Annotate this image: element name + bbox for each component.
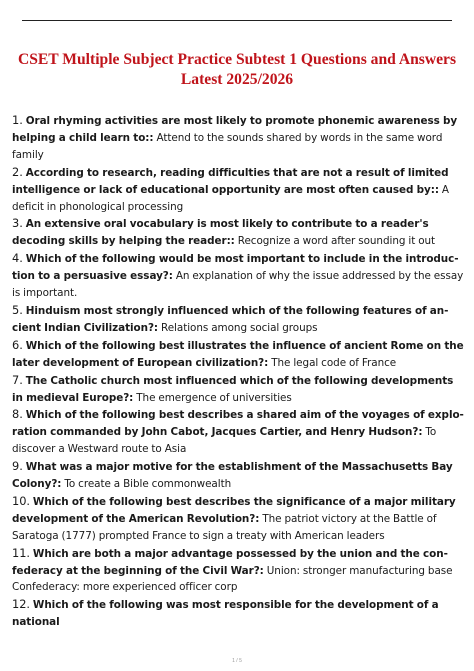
question-item <box>12 337 466 372</box>
answer-text: To discover a Westward route to Asia <box>12 426 437 456</box>
question-text: An extensive oral vocabulary is most likely to contribute to a reader's decoding skills by helping the reader:: <box>12 218 429 248</box>
answer-text: Attend to the sounds shared by words in the same word family <box>12 131 443 161</box>
question-text: According to research, reading difficulties that are not a result of limited intelligence or lack of educational opportunity are most often caused by:: <box>12 166 449 196</box>
title-line-2: Latest 2025/2026 <box>180 71 294 88</box>
top-rule <box>22 20 452 21</box>
question-item <box>12 372 466 407</box>
answer-text: The emergence of universities <box>136 391 292 404</box>
answer-text: Union: stronger manufacturing base Confederacy: more experienced officer corp <box>12 564 453 594</box>
question-number: 11. <box>12 545 30 560</box>
answer-text: To create a Bible commonwealth <box>64 478 232 491</box>
question-number: 6. <box>12 337 23 352</box>
question-text: Which of the following best describes a shared aim of the voyages of explo- ration commanded by John Cabot, Jacques Cartier, and Henry Hudson?: <box>12 409 464 439</box>
document-title <box>10 50 464 90</box>
page-indicator: 1 / 5 <box>232 658 242 664</box>
question-item <box>12 493 466 545</box>
answer-text: Recognize a word after sounding it out <box>237 235 436 248</box>
question-text: The Catholic church most influenced which of the following developments in medieval Europe?: <box>12 374 454 404</box>
question-item <box>12 596 466 631</box>
question-number: 8. <box>12 407 23 422</box>
question-number: 7. <box>12 372 23 387</box>
answer-text: The legal code of France <box>271 356 397 369</box>
question-number: 2. <box>12 164 23 179</box>
question-item <box>12 458 466 493</box>
question-text: What was a major motive for the establishment of the Massachusetts Bay Colony?: <box>12 461 453 491</box>
question-item <box>12 164 466 216</box>
question-number: 10. <box>12 493 30 508</box>
answer-text: Relations among social groups <box>161 321 318 334</box>
question-item <box>12 250 466 302</box>
question-list <box>12 112 466 631</box>
question-text: Which of the following would be most important to include in the introduc- tion to a persuasive essay?: <box>12 253 459 283</box>
question-number: 12. <box>12 597 30 612</box>
question-item <box>12 302 466 337</box>
question-text: Oral rhyming activities are most likely to promote phonemic awareness by helping a child learn to:: <box>12 115 458 144</box>
question-item <box>12 406 466 458</box>
title-line-1: CSET Multiple Subject Practice Subtest 1 Questions and Answers <box>17 51 457 68</box>
question-number: 9. <box>12 459 23 474</box>
answer-text: The patriot victory at the Battle of Saratoga (1777) prompted France to sign a treaty with American leaders <box>12 512 437 542</box>
question-number: 3. <box>12 216 23 231</box>
question-number: 4. <box>12 251 23 266</box>
question-text: Which are both a major advantage possessed by the union and the con- federacy at the beginning of the Civil War?: <box>12 547 448 577</box>
question-text: Which of the following was most responsible for the development of a national <box>12 599 439 629</box>
question-item <box>12 112 466 164</box>
question-text: Hinduism most strongly influenced which of the following features of an- cient Indian Civilization?: <box>12 304 449 334</box>
question-text: Which of the following best illustrates the influence of ancient Rome on the later development of European civilization?: <box>12 339 464 369</box>
answer-text: A deficit in phonological processing <box>12 183 449 213</box>
question-number: 5. <box>12 302 23 317</box>
answer-text: An explanation of why the issue addressed by the essay is important. <box>12 270 464 300</box>
question-text: Which of the following best describes the significance of a major military development of the American Revolution?: <box>12 495 456 525</box>
question-item <box>12 545 466 597</box>
question-item <box>12 215 466 250</box>
question-number: 1. <box>12 113 23 127</box>
